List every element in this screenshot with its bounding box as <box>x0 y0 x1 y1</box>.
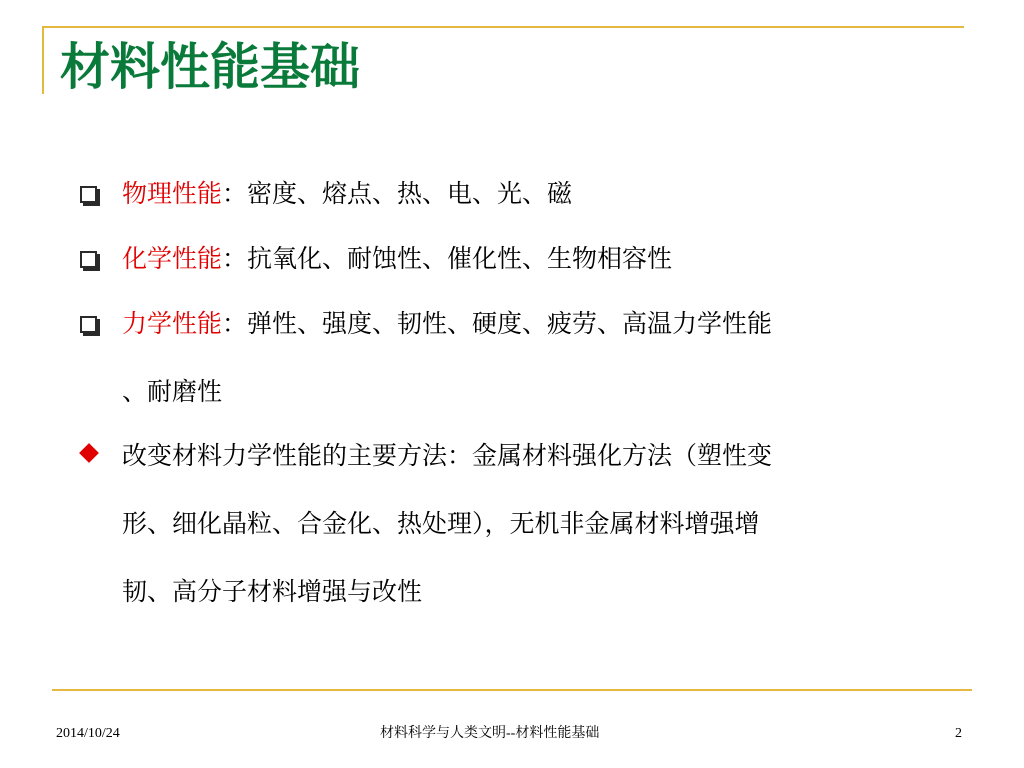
bullet-separator: ： <box>222 244 248 273</box>
bullet-term: 物理性能 <box>122 179 223 208</box>
bullet-text <box>122 290 772 358</box>
bullet-line-continuation: 韧、高分子材料增强与改性 <box>122 577 423 606</box>
bullet-term: 力学性能 <box>122 309 223 338</box>
bullet-line: 密度、熔点、热、电、光、磁 <box>247 179 573 208</box>
bullet-line-continuation: 、耐磨性 <box>122 377 223 406</box>
footer-center-text: 材料科学与人类文明--材料性能基础 <box>380 726 600 741</box>
bullet-line: 抗氧化、耐蚀性、催化性、生物相容性 <box>247 244 673 273</box>
footer-date: 2014/10/24 <box>56 726 120 741</box>
footer-page-number: 2 <box>955 726 962 741</box>
bullet-term: 化学性能 <box>122 244 223 273</box>
bullet-separator: ： <box>222 179 248 208</box>
bullet-separator: ： <box>222 309 248 338</box>
checkbox-square-icon <box>78 178 108 208</box>
top-accent-line <box>42 26 964 28</box>
bullet-text <box>122 225 672 293</box>
left-accent-line <box>42 26 44 94</box>
checkbox-square-icon <box>78 243 108 273</box>
checkbox-square-icon <box>78 308 108 338</box>
slide-title: 材料性能基础 <box>60 38 360 96</box>
bullet-line-continuation: 形、细化晶粒、合金化、热处理），无机非金属材料增强增 <box>122 509 760 538</box>
bullet-line: 改变材料力学性能的主要方法：金属材料强化方法（塑性变 <box>122 441 773 470</box>
bullet-text <box>122 160 572 228</box>
footer-divider <box>52 689 972 691</box>
bullet-line: 弹性、强度、韧性、硬度、疲劳、高温力学性能 <box>247 309 773 338</box>
diamond-icon <box>78 440 108 470</box>
